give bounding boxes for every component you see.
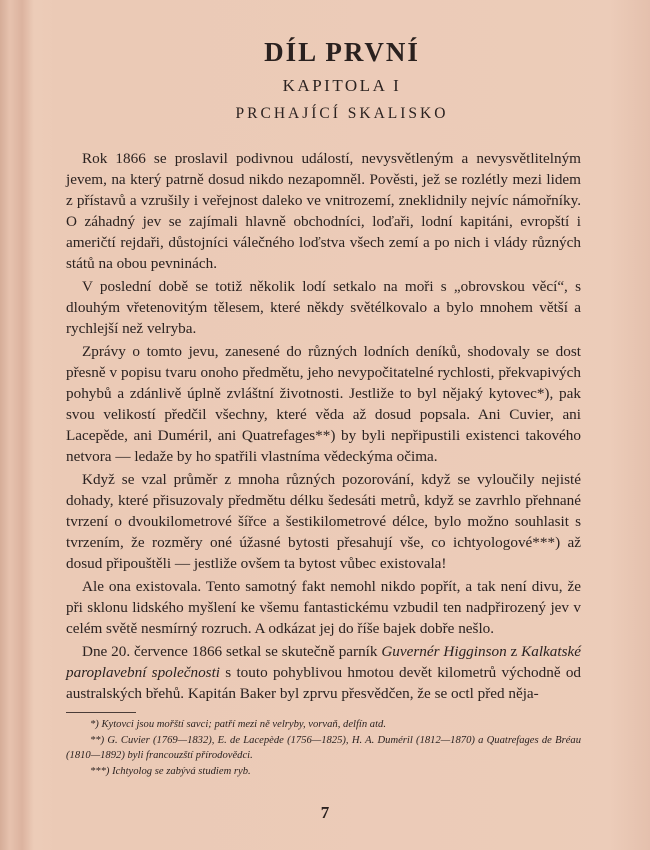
page-number: 7 bbox=[320, 803, 330, 822]
text-run: s touto pohyblivou hmotou devět kilometrů východně od australských břehů. Kapitán Baker byl zprvu přesvědčen, že se octl před něja- bbox=[66, 663, 582, 702]
footnote-divider bbox=[66, 712, 136, 713]
footnote: *) Kytovci jsou mořští savci; patří mezi ně velryby, vorvaň, delfín atd. bbox=[90, 719, 386, 730]
paragraph bbox=[66, 641, 581, 704]
text-run: z bbox=[506, 642, 522, 660]
company-name: Kalkatské paroplavební společnosti bbox=[66, 642, 581, 681]
paragraph: V poslední době se totiž několik lodí setkalo na moři s „obrovskou věcí“, s dlouhým vřetenovitým tělesem, které někdy světélkovalo a bylo mnohem větší a rychlejší než velryba. bbox=[66, 278, 581, 338]
chapter-title: PRCHAJÍCÍ SKALISKO bbox=[235, 105, 449, 122]
paragraph: Když se vzal průměr z mnoha různých pozorování, když se vyloučily nejisté dohady, které přisuzovaly předmětu délku šedesáti metrů, když se zavrhlo přehnané tvrzení o dvoukilometrové šířce a šestikilometrové délce, bylo možno souhlasit s tvrzením, že rozměry oné úžasné bytosti přesahují vše, co ichtyologové***) až dosud připouštěli — jestliže ovšem ta bytost vůbec existovala! bbox=[66, 470, 581, 573]
footnotes bbox=[66, 717, 581, 779]
footnote: ***) Ichtyolog se zabývá studiem ryb. bbox=[90, 765, 251, 777]
text-run: Dne 20. července 1866 setkal se skutečně parník bbox=[82, 642, 382, 660]
footnote: **) G. Cuvier (1769—1832), E. de Lacepède (1756—1825), H. A. Duméril (1812—1870) a Quatrefages de Bréau (1810—1892) byli francouzští přírodovědci. bbox=[66, 734, 581, 761]
paragraph: Rok 1866 se proslavil podivnou událostí, nevysvětleným a nevysvětlitelným jevem, na který patrně dosud nikdo nezapomněl. Pověsti, jež se rozlétly mezi lidem z přístavů a vzrušily i veřejnost daleko ve vnitrozemí, zneklidnily nejvíc námořníky. O záhadný jev se zajímali hlavně obchodníci, loďaři, lodní kapitáni, evropští i američtí rejdaři, důstojníci válečného loďstva všech zemí a po nich i vlády různých států na obou pevninách. bbox=[66, 150, 581, 273]
paragraph: Zprávy o tomto jevu, zanesené do různých lodních deníků, shodovaly se dost přesně v popisu tvaru onoho předmětu, jeho nevypočitatelné rychlosti, překvapivých pohybů a zdánlivě úplně zvláštní životnosti. Jestliže to byl nějaký kytovec*), pak svou velikostí předčil všechny, které věda až dosud popsala. Ani Cuvier, ani Lacepěde, ani Duméril, ani Quatrefages**) by byli nepřipustili existenci takového netvora — ledaže by ho spatřili vlastníma vědeckýma očima. bbox=[66, 342, 581, 466]
part-title: DÍL PRVNÍ bbox=[264, 37, 420, 67]
chapter-number: KAPITOLA I bbox=[282, 76, 402, 95]
ship-name: Guvernér Higginson bbox=[381, 642, 507, 660]
headings bbox=[0, 36, 650, 124]
body-text bbox=[66, 148, 581, 704]
paragraph: Ale ona existovala. Tento samotný fakt nemohl nikdo popřít, a tak není divu, že při sklonu lidského myšlení ke všemu fantastickému vzbudil ten nadpřirozený jev v celém světě nesmírný rozruch. A odkázat jej do říše bajek dobře nešlo. bbox=[66, 577, 581, 638]
